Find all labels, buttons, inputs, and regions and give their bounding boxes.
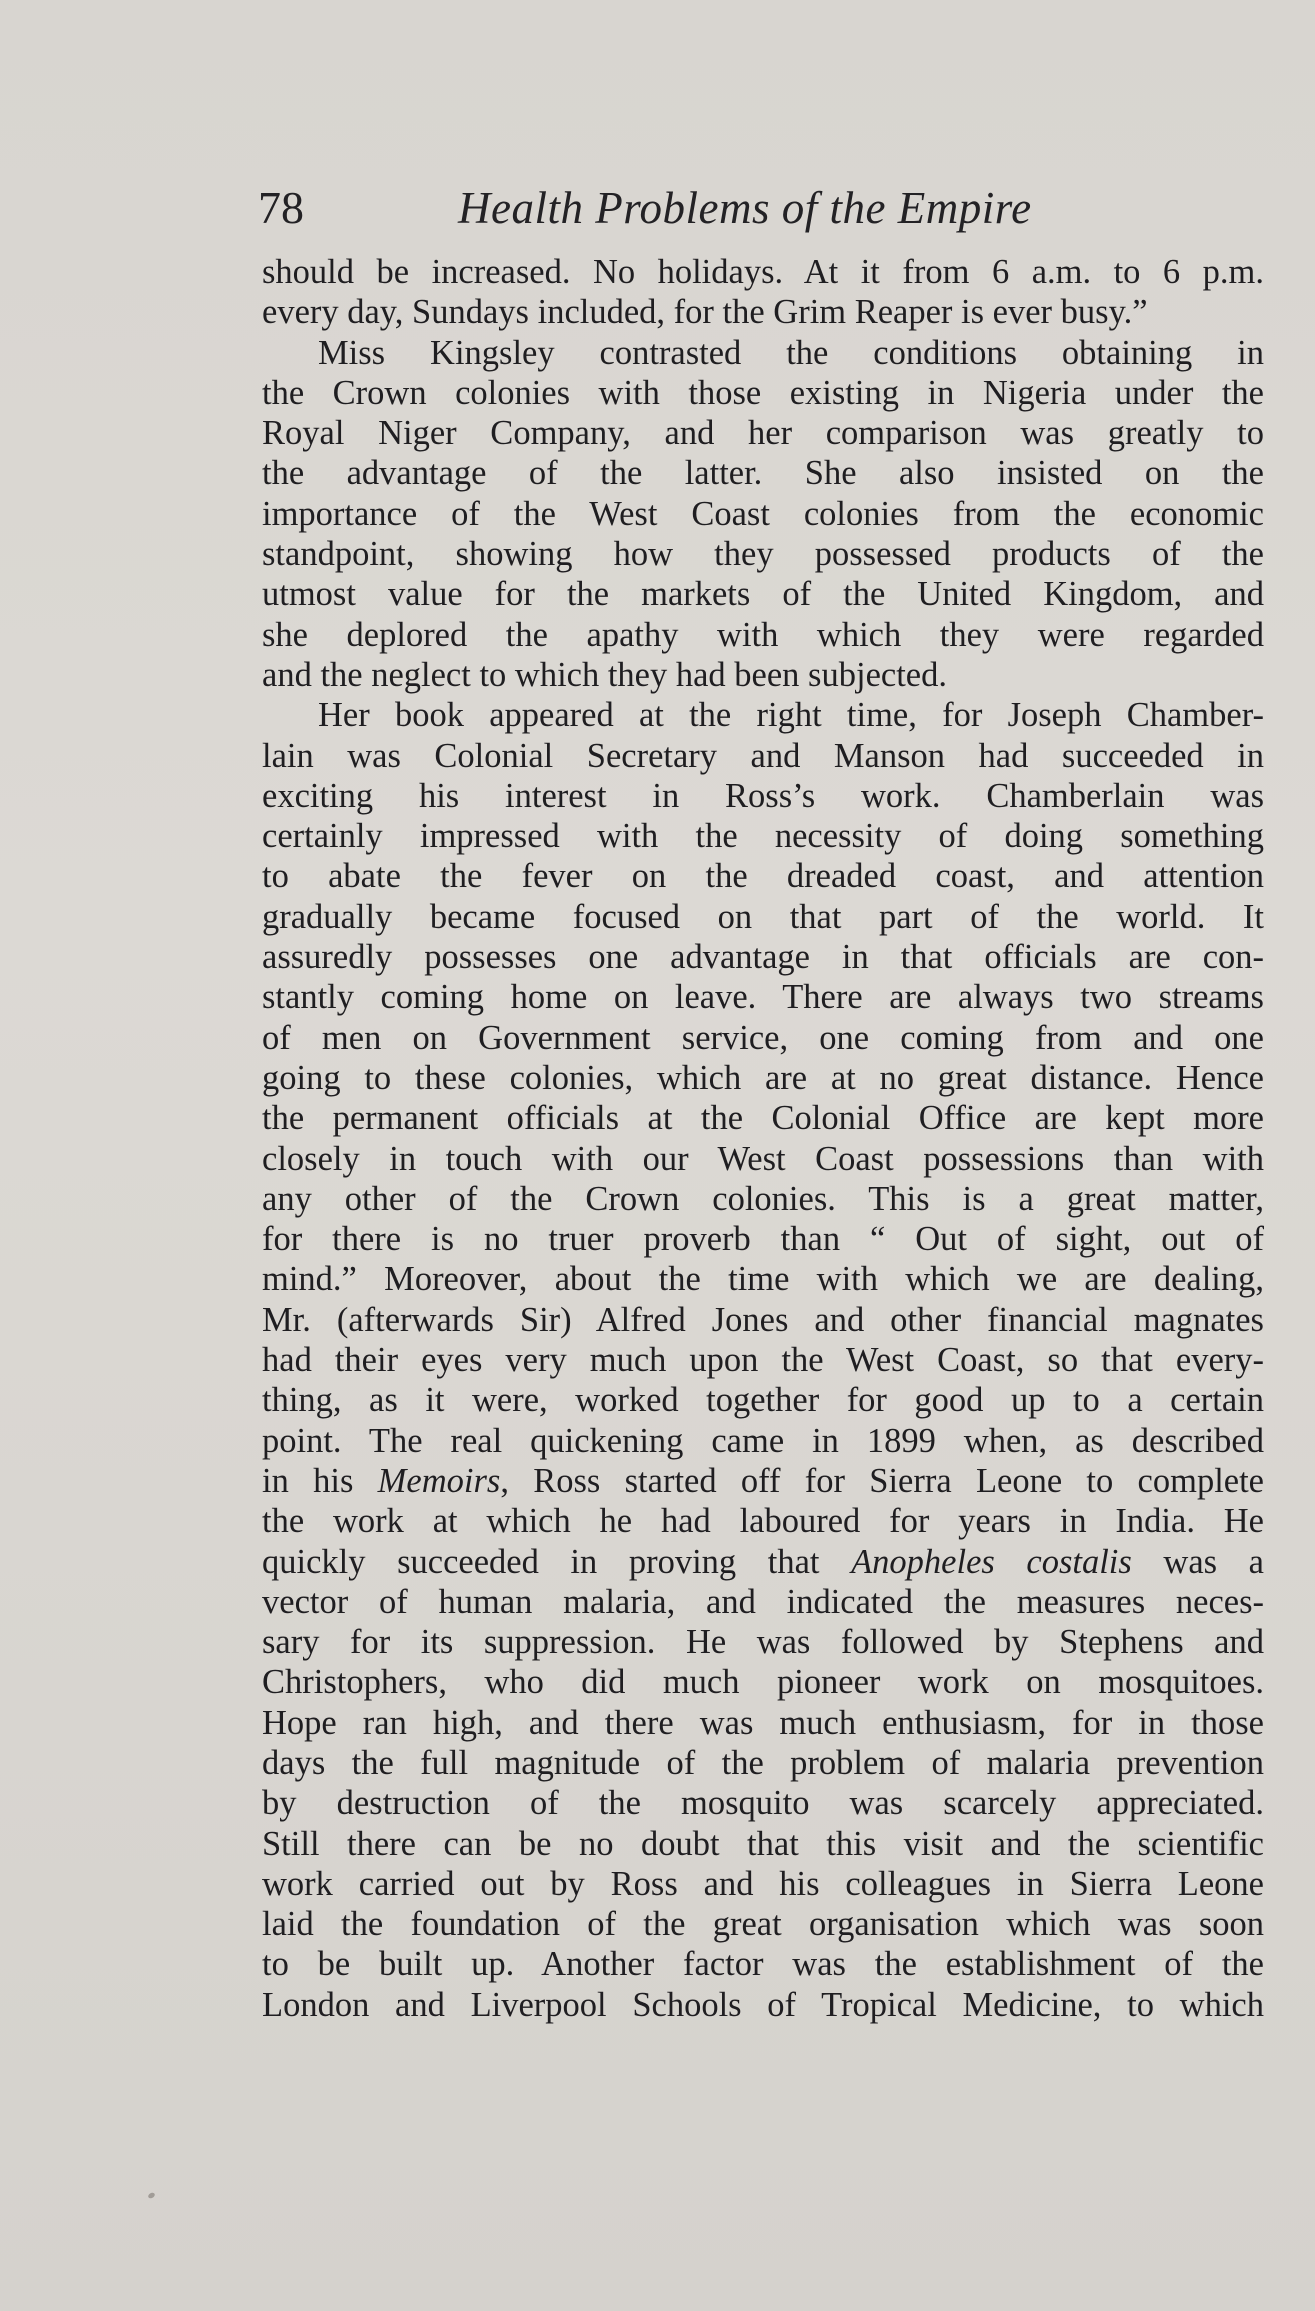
running-title: Health Problems of the Empire: [458, 183, 1032, 233]
text-segment: was a: [1131, 1542, 1264, 1581]
text-line: to abate the fever on the dreaded coast, and attention: [262, 857, 1264, 896]
text-line: had their eyes very much upon the West Coast, so that every-: [262, 1341, 1264, 1380]
text-line: Her book appeared at the right time, for Joseph Chamber-: [318, 696, 1264, 735]
text-segment: , Ross started off for Sierra Leone to complete: [500, 1461, 1264, 1500]
text-line: the Crown colonies with those existing in Nigeria under the: [262, 373, 1264, 412]
text-line: stantly coming home on leave. There are always two streams: [262, 978, 1264, 1017]
text-line: lain was Colonial Secretary and Manson had succeeded in: [262, 736, 1264, 775]
text-line: the advantage of the latter. She also insisted on the: [262, 454, 1264, 493]
text-line: point. The real quickening came in 1899 when, as described: [262, 1421, 1264, 1460]
text-line: for there is no truer proverb than “ Out of sight, out of: [262, 1220, 1264, 1259]
text-line: Royal Niger Company, and her comparison was greatly to: [262, 414, 1264, 453]
text-line: London and Liverpool Schools of Tropical Medicine, to which: [262, 1985, 1264, 2024]
text-line: laid the foundation of the great organisation which was soon: [262, 1905, 1264, 1944]
text-line: Hope ran high, and there was much enthusiasm, for in those: [262, 1703, 1264, 1742]
text-line: she deplored the apathy with which they were regarded: [262, 615, 1264, 654]
page-number: 78: [258, 182, 304, 233]
text-segment: quickly succeeded in proving that: [262, 1542, 852, 1581]
species-name-italic: Anopheles costalis: [851, 1542, 1132, 1581]
text-line: importance of the West Coast colonies from the economic: [262, 494, 1264, 533]
paper-speck: [147, 2192, 156, 2200]
body-text: [262, 252, 1264, 2025]
text-line: the permanent officials at the Colonial Office are kept more: [262, 1099, 1264, 1138]
text-line: should be increased. No holidays. At it from 6 a.m. to 6 p.m.: [262, 253, 1264, 291]
text-line: days the full magnitude of the problem of malaria prevention: [262, 1743, 1264, 1782]
text-line: closely in touch with our West Coast possessions than with: [262, 1139, 1264, 1178]
text-line: to be built up. Another factor was the establishment of the: [262, 1945, 1264, 1984]
text-line: [262, 1542, 1264, 1582]
text-line: Miss Kingsley contrasted the conditions obtaining in: [318, 333, 1264, 372]
text-line: Still there can be no doubt that this visit and the scientific: [262, 1824, 1264, 1863]
text-line: utmost value for the markets of the United Kingdom, and: [262, 575, 1264, 614]
text-line: vector of human malaria, and indicated the measures neces-: [262, 1582, 1264, 1621]
text-line: thing, as it were, worked together for good up to a certain: [262, 1381, 1264, 1420]
text-line: certainly impressed with the necessity of doing something: [262, 817, 1264, 856]
text-line: Mr. (afterwards Sir) Alfred Jones and other financial magnates: [262, 1300, 1264, 1339]
text-line: the work at which he had laboured for years in India. He: [262, 1502, 1264, 1541]
text-line: mind.” Moreover, about the time with which we are dealing,: [262, 1260, 1264, 1299]
text-line: work carried out by Ross and his colleagues in Sierra Leone: [262, 1864, 1264, 1903]
text-line: of men on Government service, one coming from and one: [262, 1018, 1264, 1057]
running-head: [258, 178, 1268, 238]
text-segment: in his: [262, 1461, 378, 1500]
text-line: gradually became focused on that part of the world. It: [262, 897, 1264, 936]
text-line: sary for its suppression. He was followed by Stephens and: [262, 1623, 1264, 1662]
text-line: exciting his interest in Ross’s work. Chamberlain was: [262, 776, 1264, 815]
text-line: any other of the Crown colonies. This is a great matter,: [262, 1179, 1264, 1218]
text-line: Christophers, who did much pioneer work on mosquitoes.: [262, 1663, 1264, 1702]
text-line: by destruction of the mosquito was scarcely appreciated.: [262, 1784, 1264, 1823]
text-line: assuredly possesses one advantage in that officials are con-: [262, 938, 1264, 977]
text-line: going to these colonies, which are at no great distance. Hence: [262, 1058, 1264, 1097]
text-line: standpoint, showing how they possessed products of the: [262, 535, 1264, 574]
book-title-italic: Memoirs: [377, 1461, 501, 1500]
text-line: and the neglect to which they had been subjected.: [262, 655, 947, 694]
text-line: [262, 1461, 1264, 1501]
text-line: every day, Sundays included, for the Grim Reaper is ever busy.”: [262, 293, 1148, 332]
